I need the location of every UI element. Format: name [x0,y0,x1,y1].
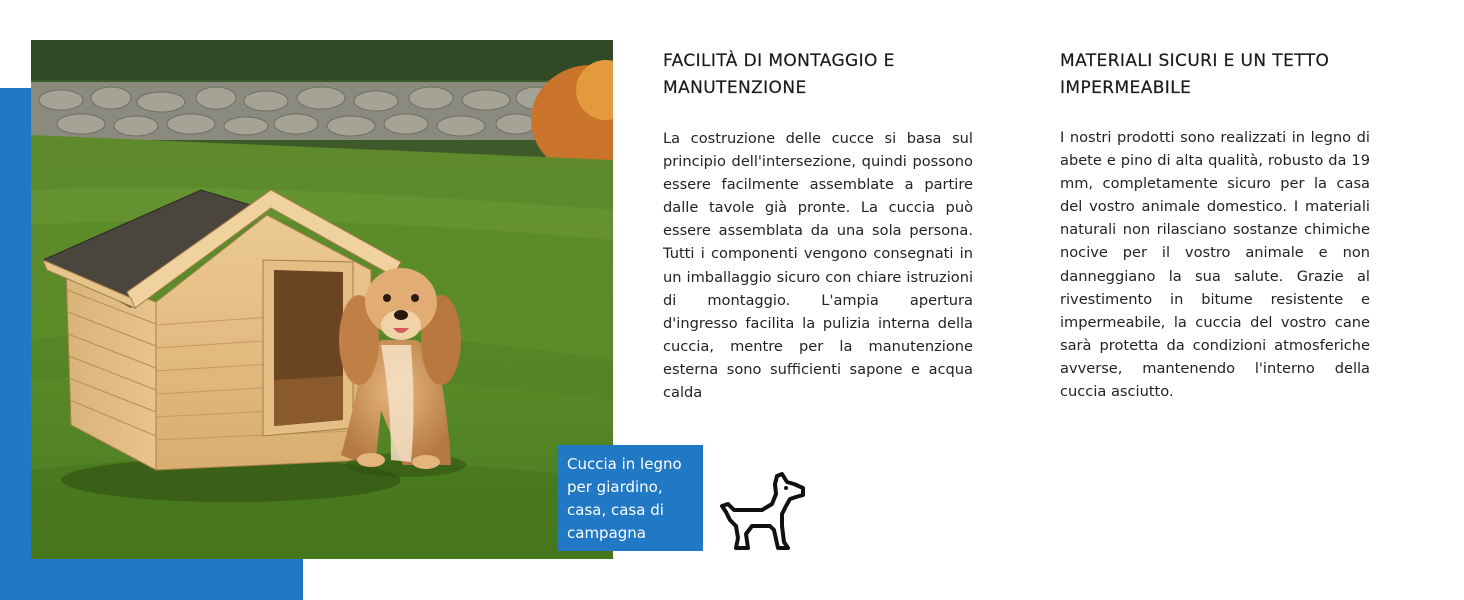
feature-materials [1060,48,1370,403]
spaniel-figure [339,268,466,477]
caption-text: Cuccia in legno per giardino, casa, casa di campagna [567,455,682,542]
feature-assembly-text: La costruzione delle cucce si basa sul principio dell'intersezione, quindi possono essere facilmente assemblate a partire dalle tavole già pronte. La cuccia può essere assemblata da una sola persona. Tutti i componenti vengono consegnati in un imballaggio sicuro con chiare istruzioni di montaggio. L'ampia apertura d'ingresso facilita la pulizia interna della cuccia, mentre per la manutenzione esterna sono sufficienti sapone e acqua calda [663,130,973,402]
feature-materials-title: MATERIALI SICURI E UN TETTO IMPERMEABILE [1060,51,1330,98]
dog-icon [720,468,806,554]
product-caption [558,445,703,551]
doghouse-dog-illustration [31,40,613,559]
feature-assembly [663,48,973,404]
feature-assembly-title: FACILITÀ DI MONTAGGIO E MANUTENZIONE [663,51,895,98]
feature-materials-text: I nostri prodotti sono realizzati in legno di abete e pino di alta qualità, robusto da 19 mm, completamente sicuro per la casa del vostro animale domestico. I materiali naturali non rilasciano sostanze chimiche nocive per il vostro animale e non danneggiano la sua salute. Grazie al rivestimento in bitume resistente e impermeabile, la cuccia del vostro cane sarà protetta da condizioni atmosferiche avverse, mantenendo l'interno della cuccia asciutto. [1060,129,1370,401]
product-photo [31,40,613,559]
